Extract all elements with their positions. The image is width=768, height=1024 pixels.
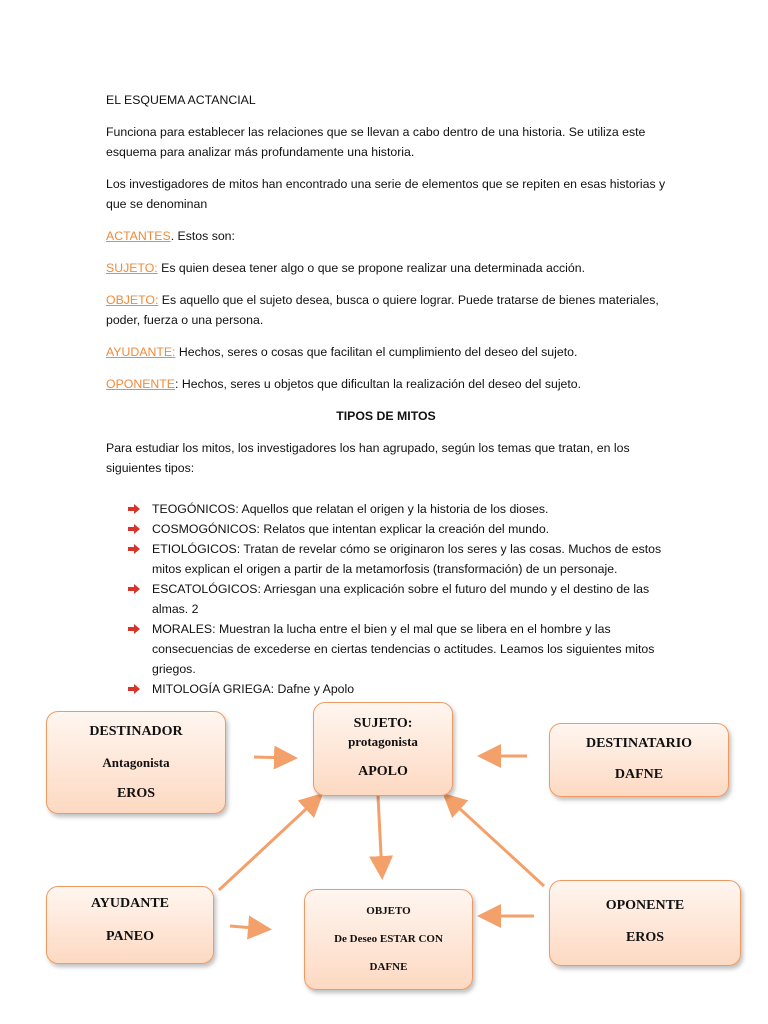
ayudante-box-name: PANEO xyxy=(106,929,154,944)
objeto-text: Es aquello que el sujeto desea, busca o quiere lograr. Puede tratarse de bienes materiales, poder, fuerza o una persona. xyxy=(106,293,659,327)
list-item: ESCATOLÓGICOS: Arriesgan una explicación sobre el futuro del mundo y el destino de las almas. 2 xyxy=(128,579,668,619)
destinatario-name: DAFNE xyxy=(614,767,664,782)
oponente-box-label: OPONENTE xyxy=(605,898,685,913)
list-item: COSMOGÓNICOS: Relatos que intentan explicar la creación del mundo. xyxy=(128,519,668,539)
ayudante-box-label: AYUDANTE xyxy=(90,896,170,911)
sujeto-box xyxy=(313,702,453,796)
doc-title: EL ESQUEMA ACTANCIAL xyxy=(106,93,256,107)
arrow-ayudante-objeto xyxy=(230,926,266,929)
oponente-box-name: EROS xyxy=(625,930,665,945)
objeto-box-name: DAFNE xyxy=(369,961,408,973)
oponente-label: OPONENTE xyxy=(106,377,176,391)
sujeto-label: SUJETO: xyxy=(106,261,158,275)
ayudante-box xyxy=(46,886,214,964)
arrow-sujeto-objeto xyxy=(378,796,382,874)
tipos-intro: Para estudiar los mitos, los investigadores los han agrupado, según los temas que tratan, en los siguientes tipos: xyxy=(106,441,630,475)
destinatario-label: DESTINATARIO xyxy=(585,736,693,751)
arrow-oponente-sujeto xyxy=(447,797,544,886)
sujeto-box-label: SUJETO: xyxy=(353,716,413,731)
actantes-text: . Estos son: xyxy=(170,229,235,243)
oponente-box xyxy=(549,880,741,966)
sujeto-box-role: protagonista xyxy=(348,734,418,749)
arrow-ayudante-sujeto xyxy=(219,797,319,890)
ayudante-label: AYUDANTE: xyxy=(106,345,176,359)
tipos-title: TIPOS DE MITOS xyxy=(336,409,436,423)
destinador-role: Antagonista xyxy=(102,755,170,770)
actantes-label: ACTANTES xyxy=(106,229,171,243)
list-item: MITOLOGÍA GRIEGA: Dafne y Apolo xyxy=(128,679,668,699)
objeto-label: OBJETO: xyxy=(106,293,159,307)
arrow-destinador-sujeto xyxy=(254,757,292,758)
destinador-label: DESTINADOR xyxy=(89,724,183,739)
oponente-text: : Hechos, seres u objetos que dificultan la realización del deseo del sujeto. xyxy=(175,377,582,391)
objeto-box xyxy=(304,889,473,990)
sujeto-text: Es quien desea tener algo o que se propone realizar una determinada acción. xyxy=(157,261,585,275)
ayudante-text: Hechos, seres o cosas que facilitan el cumplimiento del deseo del sujeto. xyxy=(175,345,578,359)
list-item: ETIOLÓGICOS: Tratan de revelar cómo se originaron los seres y las cosas. Muchos de estos mitos explican el origen a partir de la metamorfosis (transformación) de un personaje. xyxy=(128,539,668,579)
list-item: MORALES: Muestran la lucha entre el bien y el mal que se libera en el hombre y las consecuencias de excederse en ciertas tendencias o actitudes. Leamos los siguientes mitos griegos. xyxy=(128,619,668,679)
objeto-box-label: OBJETO xyxy=(366,905,411,917)
sujeto-box-name: APOLO xyxy=(358,764,408,779)
destinador-box xyxy=(46,711,226,814)
destinatario-box xyxy=(549,723,729,797)
researchers-paragraph: Los investigadores de mitos han encontrado una serie de elementos que se repiten en esas historias y que se denominan xyxy=(106,177,666,211)
destinador-name: EROS xyxy=(116,786,156,801)
list-item: TEOGÓNICOS: Aquellos que relatan el origen y la historia de los dioses. xyxy=(128,499,668,519)
intro-paragraph: Funciona para establecer las relaciones que se llevan a cabo dentro de una historia. Se utiliza este esquema para analizar más profundamente una historia. xyxy=(106,125,646,159)
objeto-box-desc: De Deseo ESTAR CON xyxy=(334,933,443,945)
